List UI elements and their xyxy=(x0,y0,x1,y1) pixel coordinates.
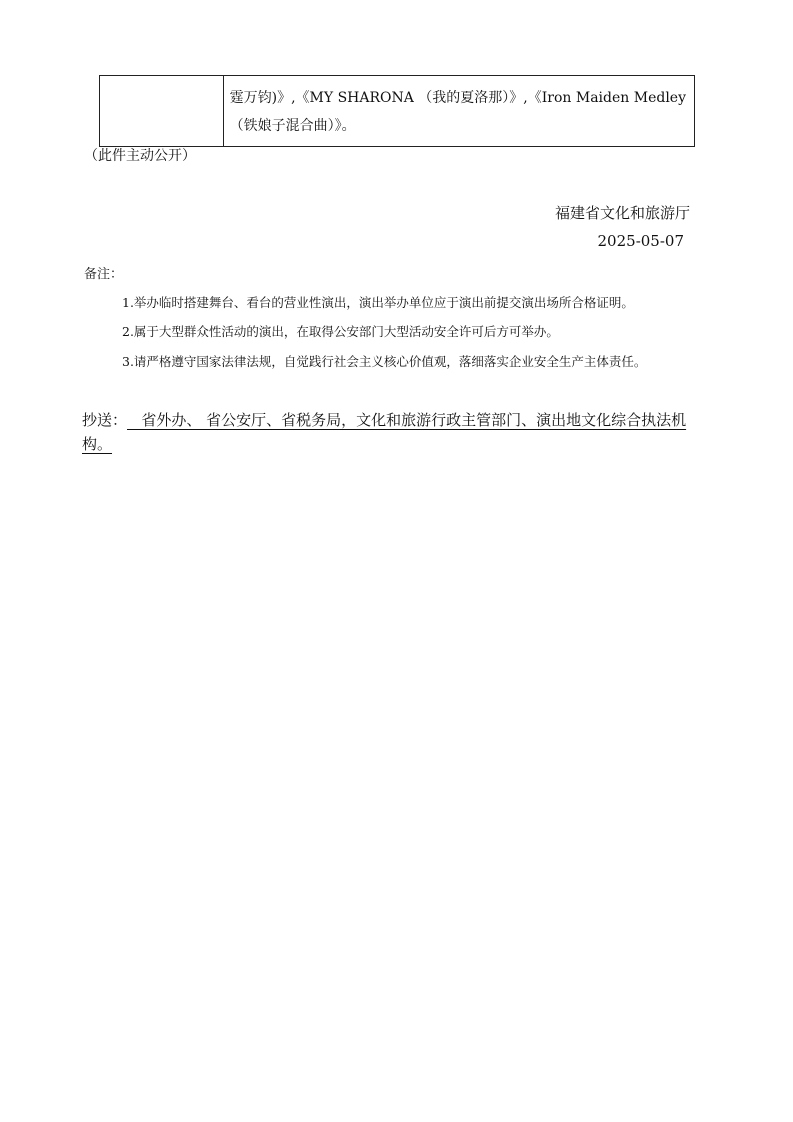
cc-section xyxy=(82,408,714,456)
performance-table xyxy=(99,75,695,147)
program-list-line-1: 霆万钧)》,《MY SHARONA （我的夏洛那）》,《Iron Maiden Medley xyxy=(229,90,686,106)
public-disclosure-note: （此件主动公开） xyxy=(84,148,196,164)
notes-title: 备注： xyxy=(84,267,124,282)
issuing-authority: 福建省文化和旅游厅 xyxy=(554,204,690,222)
note-item-1: 1.举办临时搭建舞台、看台的营业性演出，演出举办单位应于演出前提交演出场所合格证明。 xyxy=(122,295,634,310)
note-item-2: 2.属于大型群众性活动的演出，在取得公安部门大型活动安全许可后方可举办。 xyxy=(122,324,559,339)
program-list-line-2: （铁娘子混合曲）》。 xyxy=(229,118,356,134)
issue-date: 2025-05-07 xyxy=(597,232,684,250)
cc-recipients: 省外办、 省公安厅、省税务局，文化和旅游行政主管部门、演出地文化综合执法机构。 xyxy=(82,411,687,453)
performance-table-grid xyxy=(99,75,695,147)
cc-label: 抄送： xyxy=(82,411,128,429)
table-cell-content xyxy=(223,76,694,147)
note-item-3: 3.请严格遵守国家法律法规，自觉践行社会主义核心价值观，落细落实企业安全生产主体责任。 xyxy=(122,354,647,369)
table-cell-label xyxy=(100,76,224,147)
table-row xyxy=(100,76,695,147)
